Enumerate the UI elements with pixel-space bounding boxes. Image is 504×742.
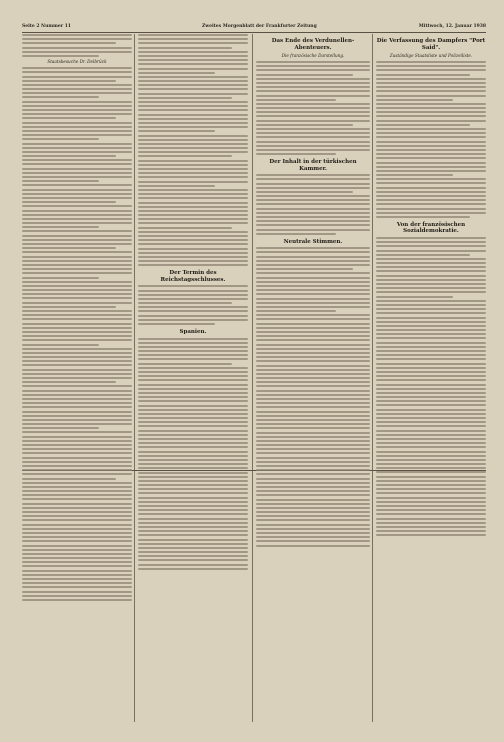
column-rule <box>372 34 373 722</box>
article-subhead: Die französische Darstellung. <box>281 53 345 58</box>
column-rule <box>134 34 135 722</box>
header-masthead: Zweites Morgenblatt der Frankfurter Zeitung <box>202 24 317 29</box>
column-rule <box>252 34 253 722</box>
article-body <box>376 61 486 218</box>
header-page-number: Seite 2 Nummer 11 <box>22 24 71 29</box>
article-body <box>138 34 248 266</box>
article-headline: Der Termin des Reichstagsschlusses. <box>160 270 226 283</box>
article-headline: Von der französischen Sozialdemokratie. <box>396 221 466 235</box>
article-body <box>22 34 132 57</box>
article-headline: Die Verfassung des Dampfers "Port Said". <box>376 38 486 51</box>
column-4 <box>376 34 486 730</box>
article-body <box>22 67 132 601</box>
article-body <box>256 174 370 235</box>
article-subhead: Staatsbesuche Dr. Delbrück <box>47 59 107 65</box>
article-headline: Spanien. <box>179 329 207 335</box>
article-body <box>376 237 486 536</box>
article-headline: Der Inhalt in der türkischen Kammer. <box>269 159 357 172</box>
article-subhead: Zuständige Staatsliste und Polizeiliste. <box>389 53 473 58</box>
article-body <box>138 338 248 570</box>
article-body <box>256 247 370 546</box>
column-1 <box>22 34 132 730</box>
header-date: Mittwoch, 12. Januar 1938 <box>418 24 486 29</box>
article-body <box>138 285 248 325</box>
article-headline: Neutrale Stimmen. <box>283 238 343 245</box>
column-2 <box>138 34 248 730</box>
page-header <box>22 22 486 33</box>
article-body <box>256 61 370 155</box>
article-headline: Das Ende des Verdunellen-Abenteuers. <box>271 38 355 51</box>
column-3 <box>256 34 370 730</box>
